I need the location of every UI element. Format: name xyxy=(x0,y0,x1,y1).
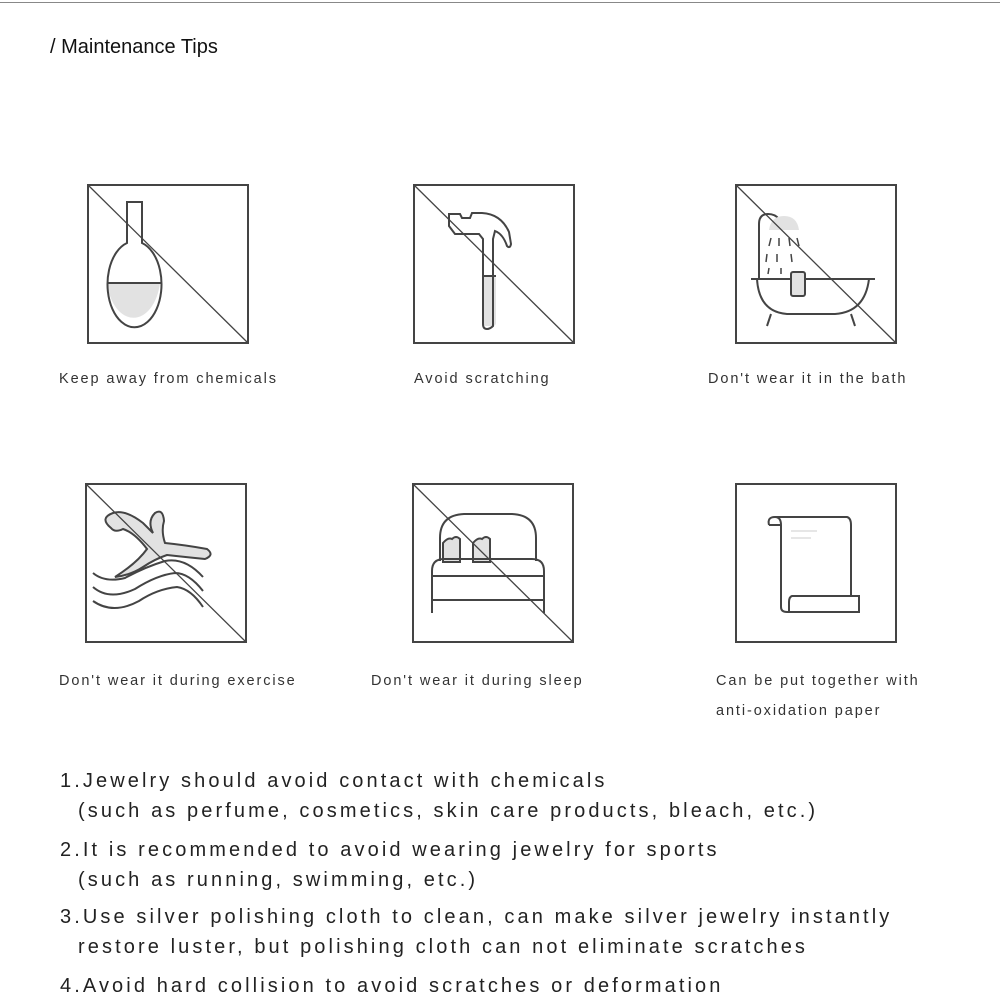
hammer-icon xyxy=(413,184,575,344)
tip-caption: Don't wear it during exercise xyxy=(59,673,297,689)
tip-list-detail: (such as running, swimming, etc.) xyxy=(78,869,479,891)
tip-list-item: 3.Use silver polishing cloth to clean, can make silver jewelry instantly xyxy=(60,906,893,928)
paper-scroll-icon xyxy=(735,483,897,643)
tip-list-detail: (such as perfume, cosmetics, skin care products, bleach, etc.) xyxy=(78,800,819,822)
tip-caption: Can be put together with xyxy=(716,673,920,689)
swimmer-icon xyxy=(85,483,247,643)
section-title: / Maintenance Tips xyxy=(50,36,218,58)
tip-list-item: 2.It is recommended to avoid wearing jewelry for sports xyxy=(60,839,720,861)
tip-caption: Avoid scratching xyxy=(414,371,551,387)
tip-list-detail: restore luster, but polishing cloth can not eliminate scratches xyxy=(78,936,809,958)
tip-caption: Don't wear it during sleep xyxy=(371,673,584,689)
tip-list-item: 4.Avoid hard collision to avoid scratches or deformation xyxy=(60,975,724,997)
bathtub-icon xyxy=(735,184,897,344)
tip-caption: Don't wear it in the bath xyxy=(708,371,908,387)
top-divider xyxy=(0,2,1000,3)
tip-caption-line2: anti-oxidation paper xyxy=(716,703,882,719)
flask-icon xyxy=(87,184,249,344)
tip-list-item: 1.Jewelry should avoid contact with chemicals xyxy=(60,770,608,792)
bed-icon xyxy=(412,483,574,643)
tip-caption: Keep away from chemicals xyxy=(59,371,278,387)
